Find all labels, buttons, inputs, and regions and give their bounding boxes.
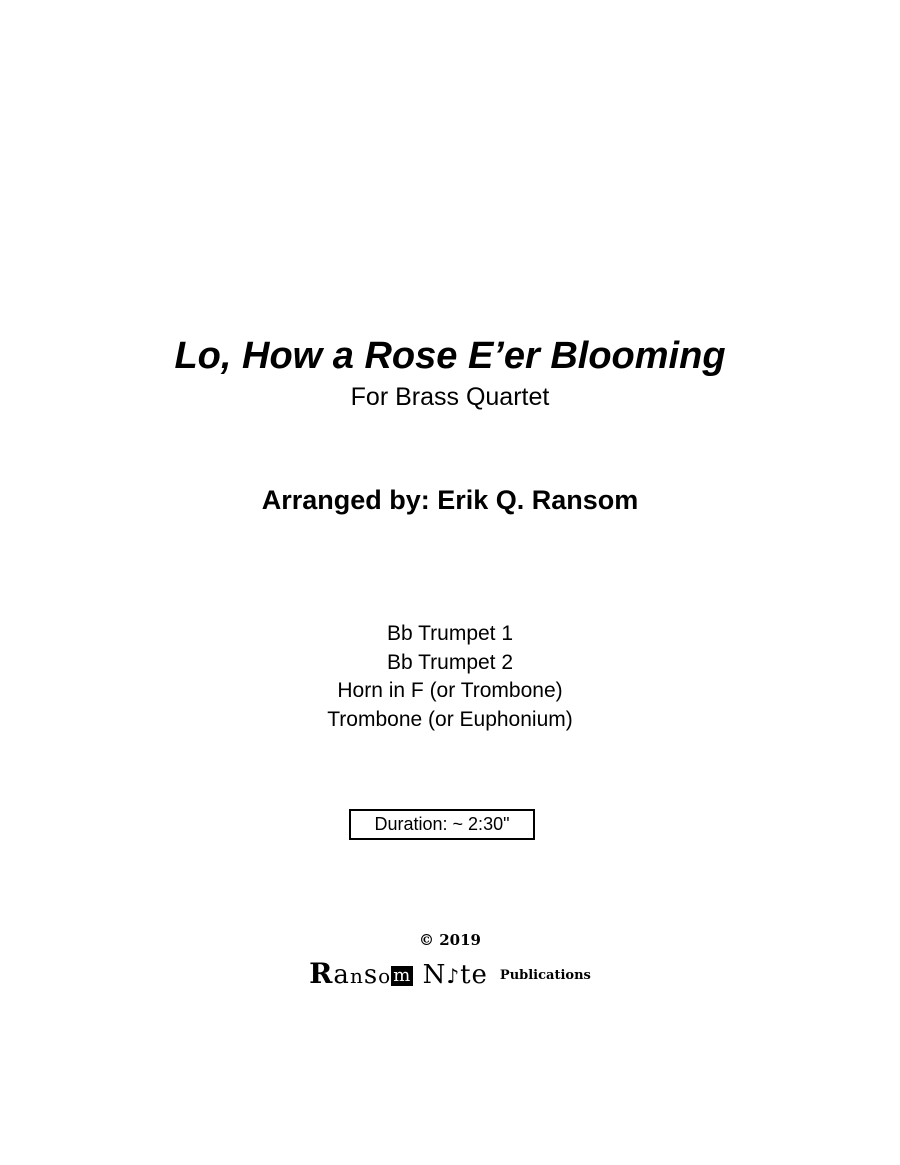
publisher-label: Publications (499, 968, 591, 983)
duration-box (349, 809, 535, 840)
instrument-item: Trombone (or Euphonium) (327, 707, 573, 731)
instrument-list (0, 620, 900, 734)
publisher-logo (0, 956, 900, 997)
duration-text: Duration: ~ 2:30" (374, 814, 510, 834)
arranger-credit: Arranged by: Erik Q. Ransom (261, 485, 639, 515)
instrument-item: Bb Trumpet 2 (386, 650, 514, 674)
score-title: Lo, How a Rose E’er Blooming (174, 335, 726, 377)
instrument-item: Horn in F (or Trombone) (337, 679, 563, 702)
ransom-note-logo-mark: Ranso m N♪te (309, 957, 488, 990)
copyright-notice: © 2019 (419, 931, 481, 949)
instrument-item: Bb Trumpet 1 (386, 622, 514, 645)
score-subtitle: For Brass Quartet (350, 383, 550, 411)
